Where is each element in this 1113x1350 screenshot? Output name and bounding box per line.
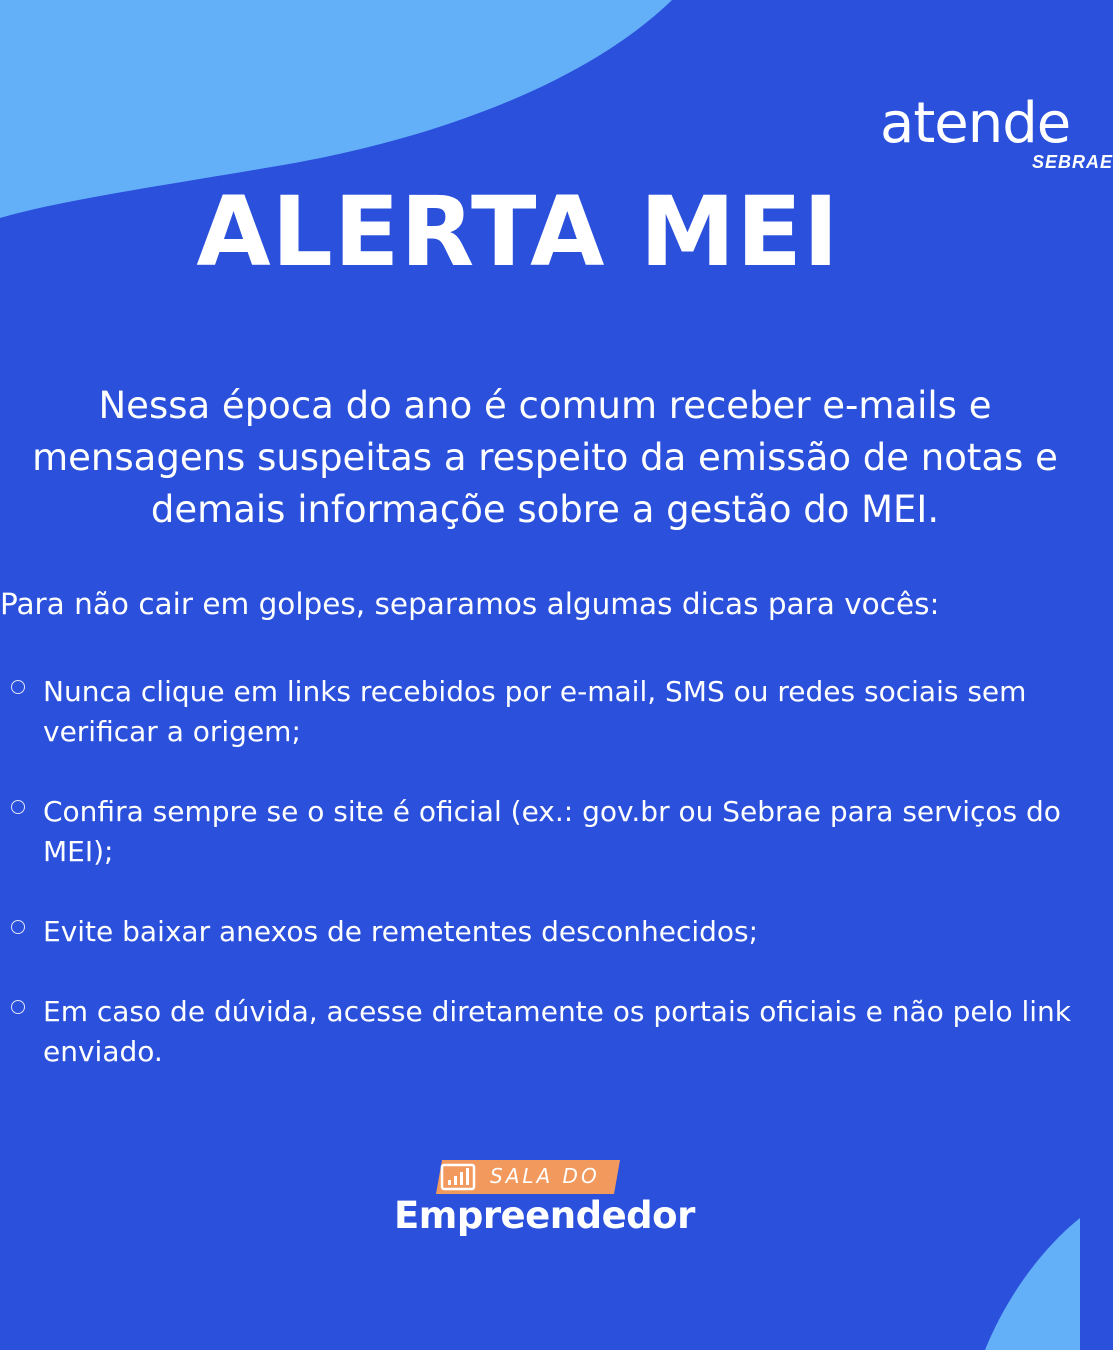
- logo-wordmark: atende: [880, 91, 1071, 156]
- circle-outline-icon: [11, 800, 25, 814]
- intro-paragraph: Nessa época do ano é comum receber e-mails e mensagens suspeitas a respeito da emissão de notas e demais informaçõe sobre a gestão do MEI.: [32, 384, 1058, 531]
- tip-text: Evite baixar anexos de remetentes desconhecidos;: [43, 915, 759, 948]
- footer-wordmark: Empreendedor: [394, 1194, 695, 1237]
- logo-subtext: SEBRAE: [1032, 152, 1113, 172]
- tips-lead: Para não cair em golpes, separamos algumas dicas para vocês:: [0, 587, 940, 621]
- tip-text: Nunca clique em links recebidos por e-mail, SMS ou redes sociais sem verificar a origem;: [43, 675, 1027, 748]
- page-title: ALERTA MEI: [196, 176, 840, 288]
- bottom-right-wave-shape: [985, 1218, 1080, 1350]
- tip-text: Em caso de dúvida, acesse diretamente os portais oficiais e não pelo link enviado.: [43, 995, 1071, 1068]
- atende-sebrae-logo: [880, 91, 1113, 176]
- circle-outline-icon: [11, 1000, 25, 1014]
- circle-outline-icon: [11, 680, 25, 694]
- tip-text: Confira sempre se o site é oficial (ex.: gov.br ou Sebrae para serviços do MEI);: [43, 795, 1061, 868]
- sala-do-empreendedor-logo: [390, 1158, 695, 1248]
- footer-tag-text: SALA DO: [490, 1164, 600, 1188]
- circle-outline-icon: [11, 920, 25, 934]
